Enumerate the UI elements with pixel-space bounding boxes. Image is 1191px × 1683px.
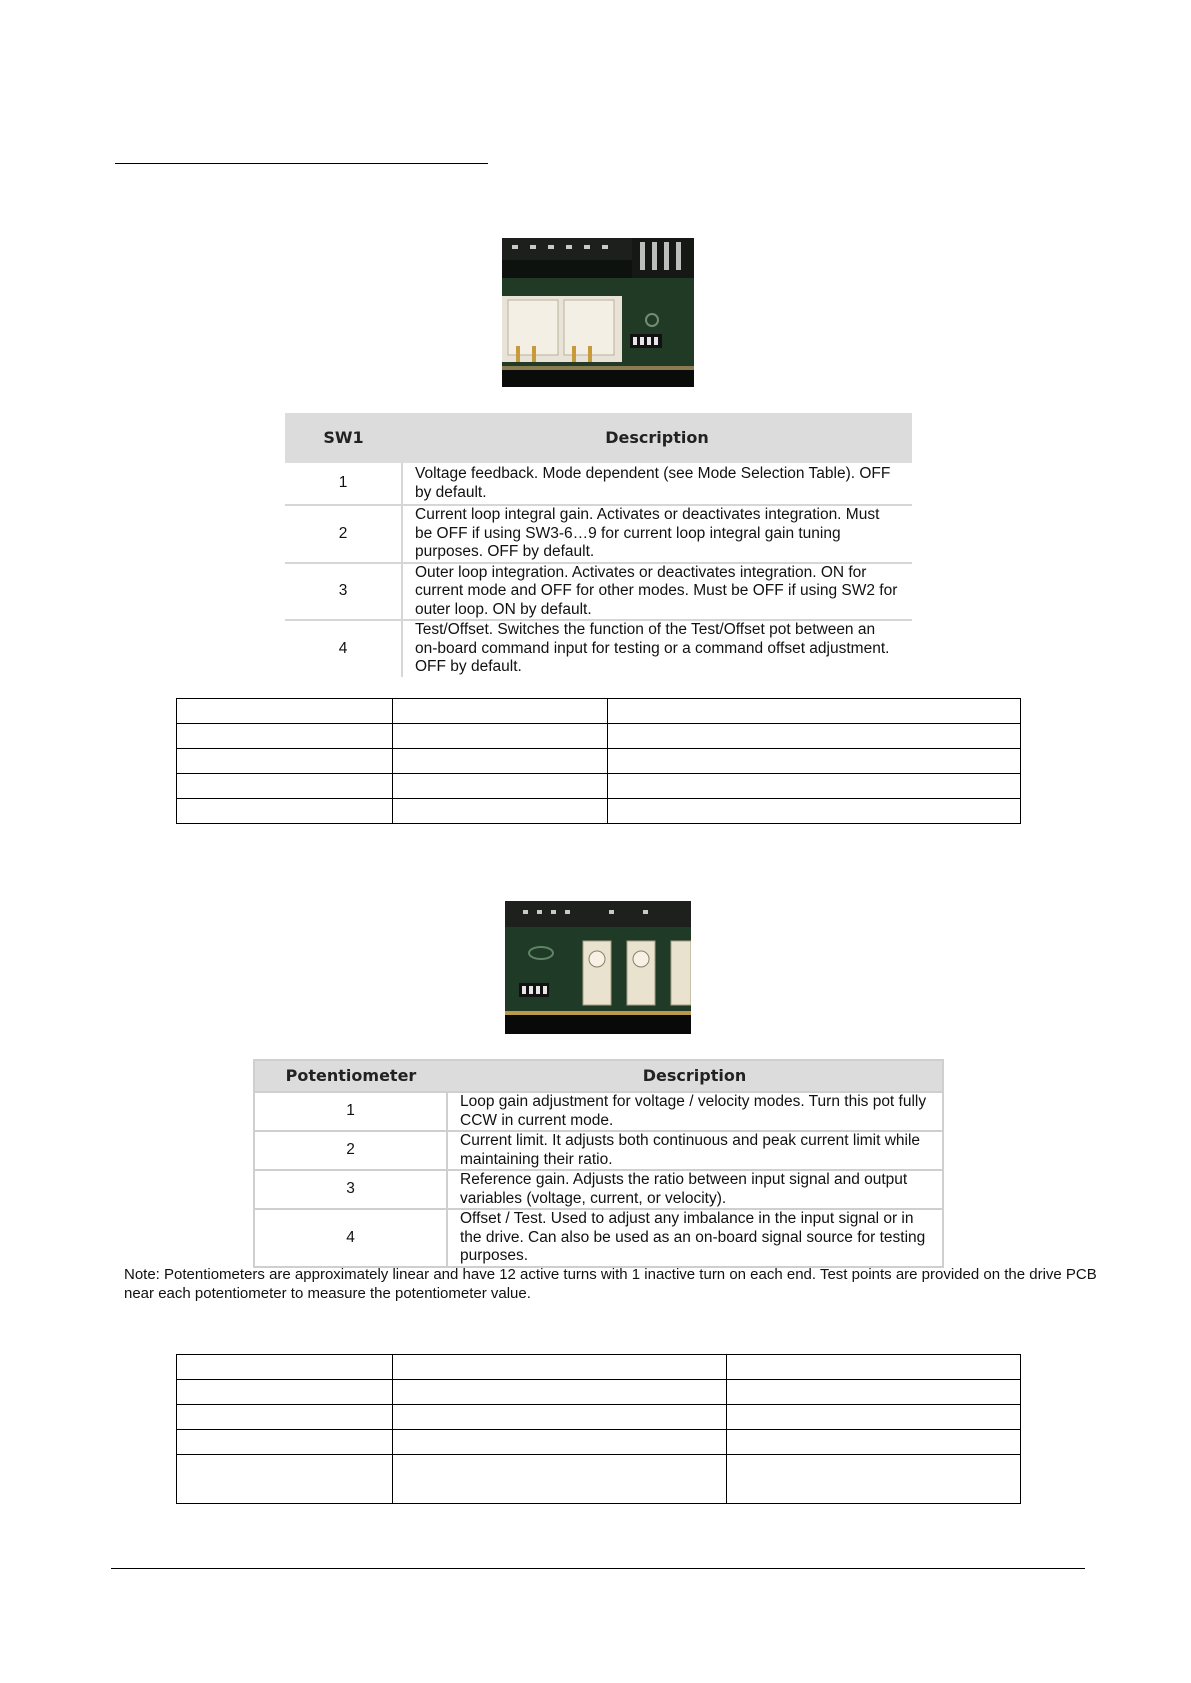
- potentiometer-note: Note: Potentiometers are approximately linear and have 12 active turns with 1 inactive turn on each end. Test points are provided on the drive PCB near each potentiometer to measure the potentiometer value.: [124, 1266, 1097, 1302]
- table-row: [177, 1380, 1021, 1405]
- table-row: [285, 620, 912, 677]
- description-column-header: Description: [402, 413, 912, 463]
- table-row: [177, 699, 1021, 724]
- table-row: [254, 1131, 943, 1170]
- sw1-column-header: SW1: [285, 413, 402, 463]
- switch-number: 3: [285, 563, 402, 621]
- table-row: [254, 1170, 943, 1209]
- description-column-header: Description: [447, 1060, 943, 1092]
- pot-number: 4: [254, 1209, 447, 1267]
- table-row: [177, 774, 1021, 799]
- table-row: [177, 1405, 1021, 1430]
- table-row: [177, 1355, 1021, 1380]
- switch-description: Outer loop integration. Activates or deactivates integration. ON for current mode and OFF for other modes. Must be OFF if using SW2 for outer loop. ON by default.: [402, 563, 912, 621]
- switch-description: Current loop integral gain. Activates or deactivates integration. Must be OFF if using SW3-6…9 for current loop integral gain tuning purposes. OFF by default.: [402, 505, 912, 563]
- pot-description: Current limit. It adjusts both continuous and peak current limit while maintaining their ratio.: [447, 1131, 943, 1170]
- table-row: [254, 1209, 943, 1267]
- switch-number: 1: [285, 463, 402, 505]
- switch-description: Test/Offset. Switches the function of the Test/Offset pot between an on-board command input for testing or a command offset adjustment. OFF by default.: [415, 621, 890, 676]
- header-rule: [115, 163, 488, 164]
- dip-switch-photo: [502, 238, 694, 387]
- footer-rule: [111, 1568, 1085, 1569]
- empty-grid-table-1: [176, 698, 1021, 824]
- potentiometer-photo: [505, 901, 691, 1034]
- pot-description: Reference gain. Adjusts the ratio between input signal and output variables (voltage, current, or velocity).: [447, 1170, 943, 1209]
- table-row: [177, 1430, 1021, 1455]
- table-row: [177, 724, 1021, 749]
- pot-description: Offset / Test. Used to adjust any imbalance in the input signal or in the drive. Can also be used as an on-board signal source for testing purposes.: [460, 1210, 926, 1264]
- switch-description: Voltage feedback. Mode dependent (see Mode Selection Table). OFF by default.: [402, 463, 912, 505]
- pot-number: 1: [254, 1092, 447, 1131]
- potentiometer-column-header: Potentiometer: [254, 1060, 447, 1092]
- pot-number: 2: [254, 1131, 447, 1170]
- table-row: [285, 463, 912, 505]
- table-row: [177, 799, 1021, 824]
- switch-number: 4: [285, 620, 402, 677]
- table-row: [285, 563, 912, 621]
- table-row: [285, 505, 912, 563]
- potentiometer-table: [253, 1059, 944, 1268]
- table-row: [177, 1455, 1021, 1504]
- table-row: [177, 749, 1021, 774]
- pot-number: 3: [254, 1170, 447, 1209]
- pot-description: Loop gain adjustment for voltage / velocity modes. Turn this pot fully CCW in current mode.: [447, 1092, 943, 1131]
- empty-grid-table-2: [176, 1354, 1021, 1504]
- table-row: [254, 1092, 943, 1131]
- switch-number: 2: [285, 505, 402, 563]
- sw1-table: [285, 413, 912, 677]
